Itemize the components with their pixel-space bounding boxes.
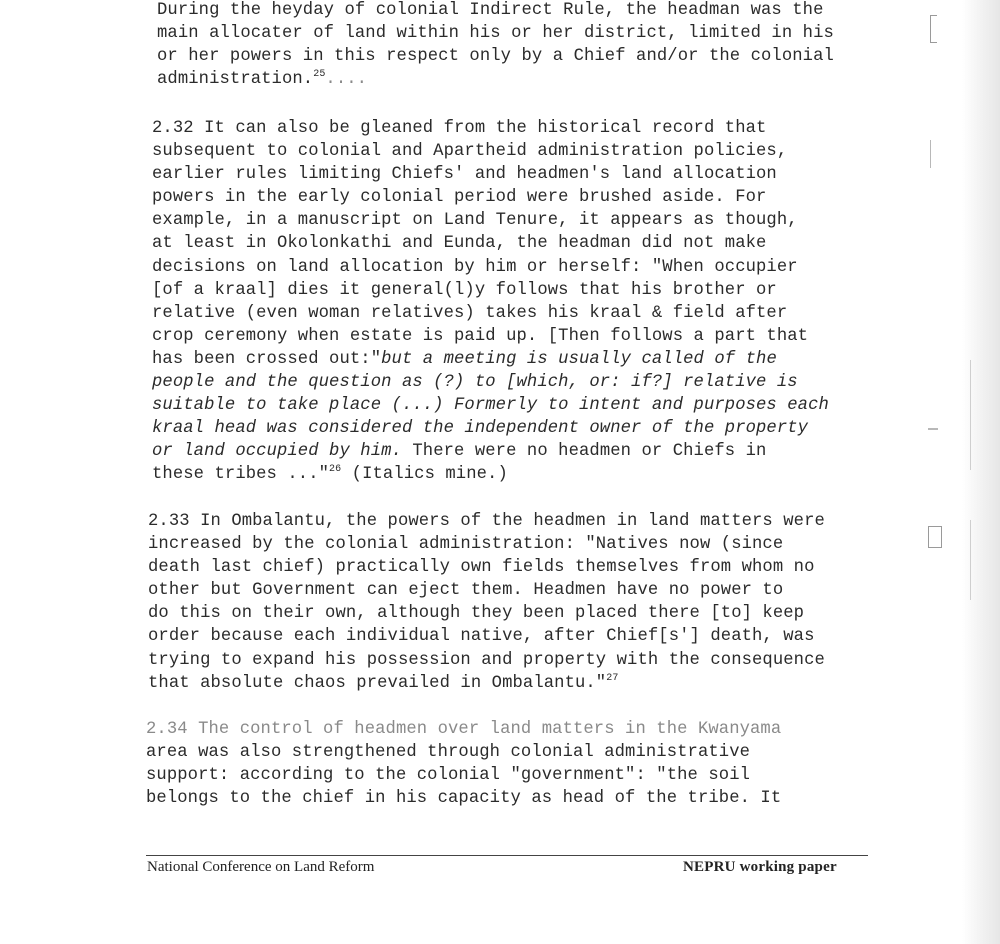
paragraph-2-34 bbox=[146, 718, 873, 810]
footnote-marker: 27 bbox=[606, 672, 619, 684]
trailing-dots: .... bbox=[325, 70, 368, 90]
scan-margin-bracket bbox=[928, 526, 942, 548]
scan-margin-mark bbox=[930, 140, 931, 168]
paragraph-text-c: (Italics mine.) bbox=[341, 465, 508, 485]
footer-left-text: National Conference on Land Reform bbox=[147, 859, 375, 875]
footnote-marker: 25 bbox=[313, 69, 326, 81]
scan-edge-shadow bbox=[962, 0, 1000, 944]
paragraph-2-33 bbox=[148, 510, 873, 695]
paragraph-text-a: 2.32 It can also be gleaned from the historical record that subsequent to colonial and Apartheid administration policies, earlier rules limiting Chiefs' and headmen's land allocation powers in the early colonial period were brushed aside. For example, in a manuscript on Land Tenure, it appears as though, at least in Okolonkathi and Eunda, the headman did not make decisions on land allocation by him or herself: "When occupier [of a kraal] dies it general(l)y follows that his brother or relative (even woman relatives) takes his kraal & field after crop ceremony when estate is paid up. [Then follows a part that has been crossed out:" bbox=[152, 119, 809, 369]
scan-margin-line bbox=[970, 360, 971, 470]
paragraph-text: 2.33 In Ombalantu, the powers of the headmen in land matters were increased by the colonial administration: "Natives now (since death last chief) practically own fields themselves from whom no other but Government can eject them. Headmen have no power to do this on their own, although they been placed there [to] keep order because each individual native, after Chief[s'] death, was trying to expand his possession and property with the consequence that absolute chaos prevailed in Ombalantu." bbox=[148, 512, 825, 693]
footer-rule bbox=[146, 855, 868, 856]
footer-right-text: NEPRU working paper bbox=[683, 859, 837, 875]
italic-quote: but a meeting is usually called of the people and the question as (?) to [which, or: if?] relative is suitable to take place (...) Formerly to intent and purposes each kraal head was considered the independent owner of the property or land occupied by him. bbox=[152, 349, 829, 462]
paragraph-text: During the heyday of colonial Indirect Rule, the headman was the main allocater of land within his or her district, limited in his or her powers in this respect only by a Chief and/or the colonial administration. bbox=[157, 1, 834, 90]
scan-margin-line bbox=[970, 520, 971, 600]
scan-margin-mark bbox=[928, 428, 938, 430]
paragraph-indirect-rule bbox=[157, 0, 873, 91]
paragraph-text: area was also strengthened through colonial administrative support: according to the colonial "government": "the soil belongs to the chief in his capacity as head of the tribe. It bbox=[146, 743, 782, 809]
footnote-marker: 26 bbox=[329, 464, 342, 476]
faded-line: 2.34 The control of headmen over land matters in the Kwanyama bbox=[146, 720, 782, 739]
paragraph-2-32 bbox=[152, 117, 874, 487]
scan-margin-bracket bbox=[930, 15, 937, 43]
paragraph-text-b: There were no headmen or Chiefs in these tribes ..." bbox=[152, 442, 767, 485]
